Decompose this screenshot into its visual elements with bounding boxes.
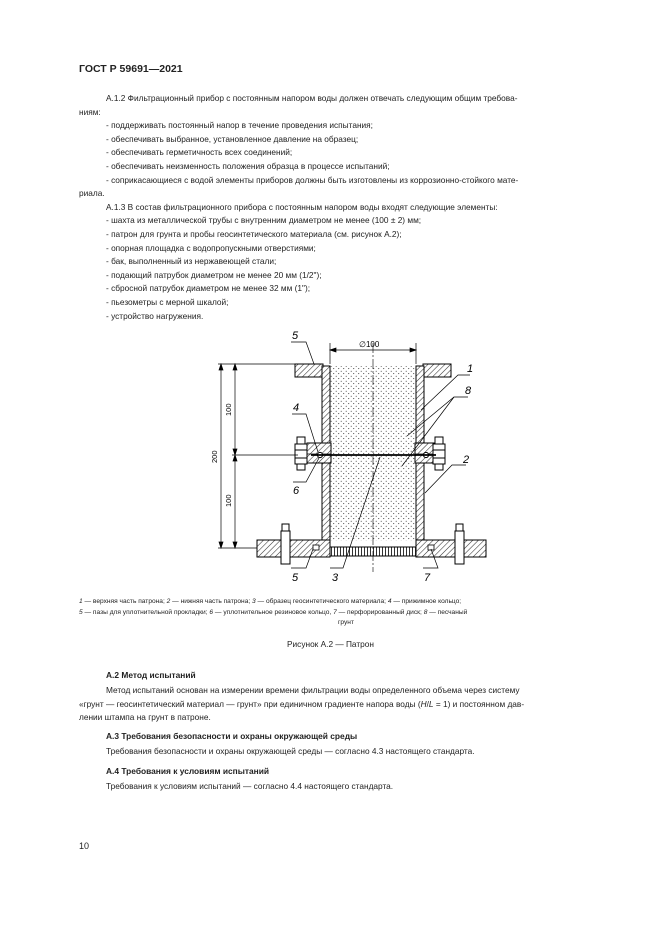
callout-6: 6: [293, 485, 300, 497]
legend-num: 5: [79, 608, 83, 616]
a2-text: = 1) и постоянном дав-: [433, 698, 525, 709]
a3-heading: А.3 Требования безопасности и охраны окружающей среды: [106, 731, 358, 741]
a13-intro: А.1.3 В состав фильтрационного прибора с постоянным напором воды входят следующие элементы:: [106, 201, 498, 212]
callout-3: 3: [332, 572, 339, 584]
list-item: - обеспечивать герметичность всех соединений;: [106, 147, 293, 158]
legend-num: 4: [387, 598, 392, 605]
legend-text: — песчаный: [427, 608, 468, 616]
legend-num: 1: [79, 598, 83, 605]
list-item: - бак, выполненный из нержавеющей стали;: [106, 256, 277, 267]
a2-line-3: лении штампа на грунт в патроне.: [79, 712, 211, 723]
legend-text: — уплотнительное резиновое кольцо,: [213, 608, 334, 616]
a4-body: [79, 780, 610, 794]
bolt-left: [295, 437, 307, 470]
legend-line-3: грунт: [338, 619, 354, 626]
upper-height-label: 100: [224, 403, 233, 416]
list-item: - шахта из металлической трубы с внутренним диаметром не менее (100 ± 2) мм;: [106, 215, 422, 226]
legend-text: — образец геосинтетического материала;: [255, 598, 388, 605]
callout-4: 4: [293, 402, 300, 414]
legend-num: 2: [166, 598, 171, 605]
cartridge-figure: [207, 324, 497, 586]
section-a12: [79, 92, 610, 323]
legend-text: — пазы для уплотнительной прокладки;: [82, 608, 210, 616]
a2-heading-wrap: [106, 669, 196, 683]
a2-line-1: Метод испытаний основан на измерении времени фильтрации воды определенного объема через систему: [106, 685, 520, 695]
a12-items-cont: риала.: [79, 188, 105, 199]
legend-num: 7: [333, 608, 337, 616]
standard-number: ГОСТ Р 59691—2021: [79, 63, 183, 75]
figure-caption: Рисунок А.2 — Патрон: [287, 639, 374, 649]
a2-body: [79, 684, 610, 725]
legend-text: — верхняя часть патрона;: [82, 598, 167, 605]
figure-legend: [79, 597, 613, 629]
callout-2: 2: [463, 454, 470, 466]
callout-7: 7: [424, 572, 431, 584]
list-item: - соприкасающиеся с водой элементы приборов должны быть изготовлены из коррозионно-стойкого мате-: [106, 174, 519, 185]
callout-1: 1: [467, 363, 474, 375]
list-item: - устройство нагружения.: [106, 310, 204, 321]
a12-intro: А.1.2 Фильтрационный прибор с постоянным напором воды должен отвечать следующим общим требова-: [106, 93, 518, 103]
lower-wall-left: [322, 457, 330, 541]
a2-line-2: [79, 698, 610, 712]
legend-text: — перфорированный диск;: [336, 608, 424, 616]
a3-heading-wrap: [106, 730, 357, 744]
diameter-label: ∅100: [359, 340, 380, 349]
page-number: 10: [79, 841, 90, 851]
base-bolt-left: [281, 524, 290, 564]
a4-heading-wrap: [106, 765, 269, 779]
list-item: - опорная площадка с водопропускными отверстиями;: [106, 242, 316, 253]
total-height-label: 200: [210, 450, 219, 463]
legend-num: 8: [423, 608, 428, 616]
a2-slash: /: [426, 698, 429, 709]
list-item: - обеспечивать выбранное, установленное давление на образец;: [106, 133, 359, 144]
a3-body: [79, 745, 610, 759]
upper-wall-right: [416, 366, 424, 447]
legend-num: 6: [209, 608, 214, 616]
lower-height-label: 100: [224, 494, 233, 507]
legend-text: — прижимное кольцо;: [391, 598, 462, 605]
list-item: - подающий патрубок диаметром не менее 20 мм (1/2");: [106, 269, 322, 280]
base-plate-right: [416, 540, 486, 557]
a2-l-symbol: L: [428, 698, 434, 709]
bolt-right: [433, 437, 445, 470]
list-item: - пьезометры с мерной шкалой;: [106, 296, 229, 307]
callout-5-top: 5: [292, 330, 299, 342]
legend-text: — нижняя часть патрона;: [170, 598, 253, 605]
list-item: - сбросной патрубок диаметром не менее 32 мм (1");: [106, 283, 311, 294]
legend-line-1: [79, 597, 613, 608]
legend-num: 3: [252, 598, 256, 605]
list-item: - поддерживать постоянный напор в течение проведения испытания;: [106, 120, 373, 131]
a3-text: Требования безопасности и охраны окружающей среды — согласно 4.3 настоящего стандарта.: [106, 746, 475, 756]
a2-text: «грунт — геосинтетический материал — грунт» при единичном градиенте напора воды (: [79, 698, 421, 709]
a4-heading: А.4 Требования к условиям испытаний: [106, 766, 270, 776]
callout-8: 8: [465, 385, 472, 397]
list-item: - патрон для грунта и пробы геосинтетического материала (см. рисунок А.2);: [106, 228, 402, 239]
a4-text: Требования к условиям испытаний — согласно 4.4 настоящего стандарта.: [106, 781, 394, 791]
a2-h-symbol: H: [420, 698, 427, 709]
list-item: - обеспечивать неизменность положения образца в процессе испытаний;: [106, 160, 390, 171]
a2-heading: А.2 Метод испытаний: [106, 670, 196, 680]
a12-intro-cont: ниям:: [79, 106, 101, 117]
upper-flange-right: [423, 364, 451, 377]
height-dimensions: [218, 364, 298, 548]
lower-wall-right: [416, 457, 424, 541]
upper-flange-left: [295, 364, 323, 377]
upper-wall-left: [322, 366, 330, 447]
legend-line-2: [79, 608, 613, 619]
cartridge-drawing: [207, 324, 497, 586]
base-bolt-right: [455, 524, 464, 564]
callout-5-bottom: 5: [292, 572, 299, 584]
